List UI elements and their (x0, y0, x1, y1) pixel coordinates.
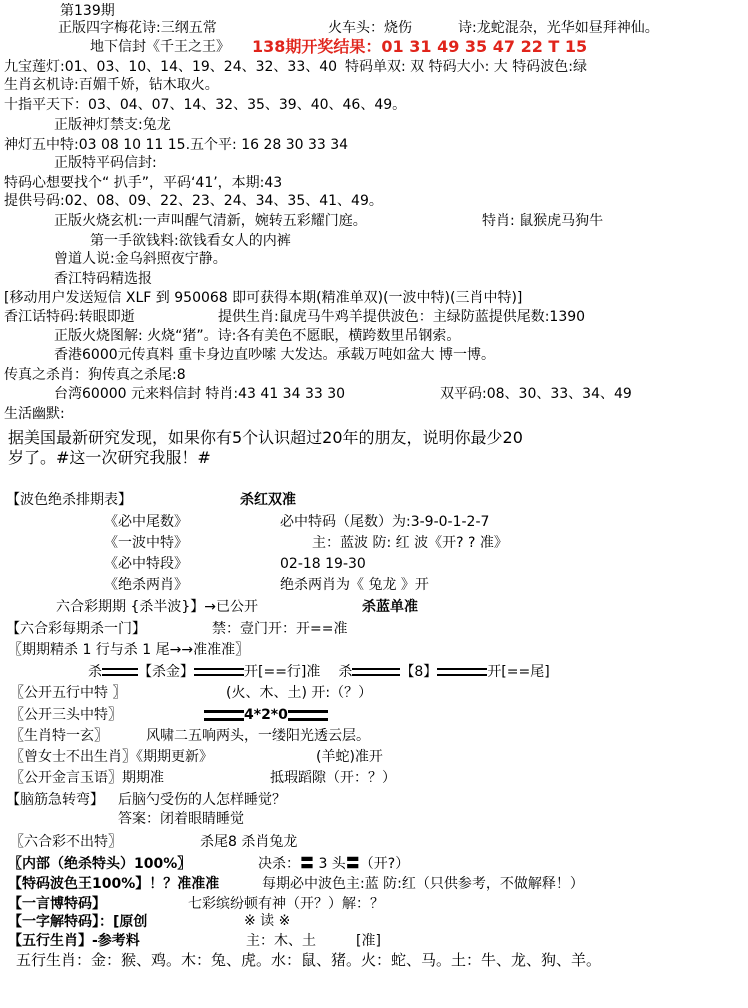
joke-line-1: 据美国最新研究发现，如果你有5个认识超过20年的朋友，说明你最少20 (8, 428, 523, 447)
bose-table-title: 【波色绝杀排期表】 (6, 492, 132, 508)
line-fire-mystery: 正版火烧玄机:一声叫醒气清新，婉转五彩耀门庭。 (54, 213, 367, 229)
thick-bar-right (288, 710, 328, 721)
row-kill-metal (88, 665, 550, 679)
double-line-3 (352, 668, 400, 676)
line-taiwan: 台湾60000 元来料信封 特肖:43 41 34 33 30 (54, 386, 346, 402)
line-taiwan-pairs: 双平码:08、30、33、34、49 (440, 386, 632, 402)
row-riddle-value: 后脑勺受伤的人怎样睡觉？ (118, 792, 286, 808)
double-line-2 (194, 668, 244, 676)
poem-line: 诗:龙蛇混杂，光华如昼拜神仙。 (458, 20, 659, 36)
line-special-attrs: 特码单双: 双 特码大小: 大 特码波色:绿 (345, 59, 587, 75)
row-zeng-value: (羊蛇)准开 (316, 749, 383, 765)
row-zodiac-hint-value: 风啸二五响两头，一缕阳光透云层。 (146, 728, 370, 744)
row-five-zodiac-value: 主：木、土 (246, 933, 316, 949)
line-shendeng-ban: 正版神灯禁支:兔龙 (54, 117, 171, 133)
row-tail-label: 《必中尾数》 (104, 514, 188, 530)
row-riddle-answer: 答案：闭着眼睛睡觉 (118, 811, 244, 827)
kill-b: 杀 (338, 664, 353, 680)
line-xiangjiang-provide: 提供生肖:鼠虎马牛鸡羊提供波色：主绿防蓝提供尾数:1390 (218, 309, 586, 325)
row-golden-words-value: 抵瑕蹈隙（开：？） (270, 770, 396, 786)
line-shendeng-five: 神灯五中特:03 08 10 11 15.五个平: 16 28 30 33 34 (4, 137, 349, 153)
row-three-heads-value (204, 708, 328, 722)
row-five-zodiac-list: 五行生肖：金：猴、鸡。木：兔、虎。水：鼠、猪。火：蛇、马。土：牛、龙、狗、羊。 (16, 951, 602, 969)
line-thief: 特码心想要找个“ 扒手”，平码‘41’，本期:43 (4, 175, 283, 191)
kill-metal-tag: 【杀金】 (138, 664, 194, 680)
row-one-word-value: 七彩缤纷顿有神（开？）解：？ (188, 896, 384, 912)
row-not-out-label: 〖六合彩不出特〗 (10, 834, 122, 850)
row-zeng-label: 〖曾女士不出生肖〗《期期更新》 (10, 749, 213, 765)
row-five-zodiac-accurate: [准] (356, 933, 381, 949)
open-tail: 开[==尾] (487, 664, 550, 680)
row-segment-value: 02-18 19-30 (280, 556, 366, 572)
line-zeng-said: 曾道人说:金乌斜照夜宁静。 (54, 251, 227, 267)
line-jiubao: 九宝莲灯:01、03、10、14、19、24、32、33、40 (4, 59, 338, 75)
row-three-heads-label: 〖公开三头中特〗 (10, 707, 122, 723)
row-five-zodiac-label: 【五行生肖】-参考料 (8, 933, 140, 949)
line-first-hand: 第一手欲钱料:欲钱看女人的内裤 (90, 233, 291, 249)
plum-poem: 正版四字梅花诗:三纲五常 (58, 20, 217, 36)
row-golden-words-label: 〖公开金言玉语〗期期准 (10, 770, 164, 786)
row-wave-king-value: 每期必中波色主:蓝 防:红（只供参考，不做解释！） (262, 876, 584, 892)
row-gate-value: 禁：壹门开：开==准 (212, 621, 348, 637)
line-xiangjiang-code: 香江话特码:转眼即逝 (4, 309, 135, 325)
kill-eight-tag: 【8】 (400, 664, 438, 680)
row-tail-value: 必中特码（尾数）为:3-9-0-1-2-7 (280, 514, 490, 530)
row-inside-value: 决杀：〓 3 头〓（开?） (258, 856, 410, 872)
row-one-word-label: 【一言博特码】 (8, 896, 106, 912)
row-one-char-label: 【一字解特码】：[原创 (8, 914, 148, 930)
line-envelope: 正版特平码信封: (54, 155, 157, 171)
line-fire-zodiac: 特肖: 鼠猴虎马狗牛 (482, 213, 604, 229)
line-fire-diagram: 正版火烧图解: 火烧“猪”。诗:各有美色不愿眠，横跨数里吊钢索。 (54, 328, 461, 344)
joke-line-2: 岁了。#这一次研究我服！# (8, 448, 211, 467)
row-wave-value: 主：蓝波 防: 红 波《开? ? 准》 (312, 535, 508, 551)
fire-head: 火车头：烧伤 (328, 20, 412, 36)
row-wave-king-label: 【特码波色王100%】！？准准准 (8, 876, 220, 892)
double-line-4 (437, 668, 487, 676)
row-gate-label: 【六合彩每期杀一门】 (6, 621, 146, 637)
line-hk-fax: 香港6000元传真料 重卡身边直吵嗦 大发达。承载万吨如盆大 博一博。 (54, 347, 495, 363)
row-killtwo-label: 《绝杀两肖》 (104, 577, 188, 593)
open-element: 开[==行]准 (244, 664, 321, 680)
row-killtwo-value: 绝杀两肖为《 兔龙 》开 (280, 577, 429, 593)
row-five-elements-value: (火、木、土) 开:（？） (226, 685, 373, 701)
row-not-out-value: 杀尾8 杀肖兔龙 (200, 834, 298, 850)
row-halfwave-label: 六合彩期期 {杀半波}】→已公开 (56, 599, 258, 615)
line-xiangjiang-title: 香江特码精选报 (54, 271, 152, 287)
line-fax-kill: 传真之杀肖：狗传真之杀尾:8 (4, 367, 186, 383)
thick-bar-left (204, 710, 244, 721)
row-element-tail: 〖期期精杀 1 行与杀 1 尾→→准准准〗 (8, 642, 250, 658)
line-zodiac-poem: 生肖玄机诗:百媚千娇，钻木取火。 (4, 77, 219, 93)
row-five-elements-label: 〖公开五行中特 〗 (10, 685, 127, 701)
underground-envelope: 地下信封《千王之王》 (90, 39, 230, 55)
row-inside-label: 〖内部（绝杀特头）100%〗 (8, 856, 192, 872)
issue-number: 第139期 (60, 3, 115, 19)
kill-blue-label: 杀蓝单准 (362, 599, 418, 615)
row-riddle-label: 【脑筋急转弯】 (6, 792, 104, 808)
double-line-1 (102, 668, 138, 676)
draw-result: 138期开奖结果：01 31 49 35 47 22 T 15 (252, 37, 588, 56)
row-segment-label: 《必中特段》 (104, 556, 188, 572)
line-provided-numbers: 提供号码:02、08、09、22、23、24、34、35、41、49。 (4, 193, 383, 209)
kill-red-label: 杀红双准 (240, 492, 296, 508)
three-heads-digits: 4*2*0 (244, 707, 288, 723)
line-sms-ad: [移动用户发送短信 XLF 到 950068 即可获得本期(精准单双)(一波中特)(三肖中特)] (4, 290, 523, 306)
line-shizhi: 十指平天下：03、04、07、14、32、35、39、40、46、49。 (4, 97, 407, 113)
line-humor-title: 生活幽默: (4, 406, 65, 422)
kill-a: 杀 (88, 664, 102, 680)
row-one-char-value: ※ 读 ※ (244, 913, 291, 929)
row-zodiac-hint-label: 〖生肖特一玄〗 (10, 728, 108, 744)
row-wave-label: 《一波中特》 (104, 535, 188, 551)
